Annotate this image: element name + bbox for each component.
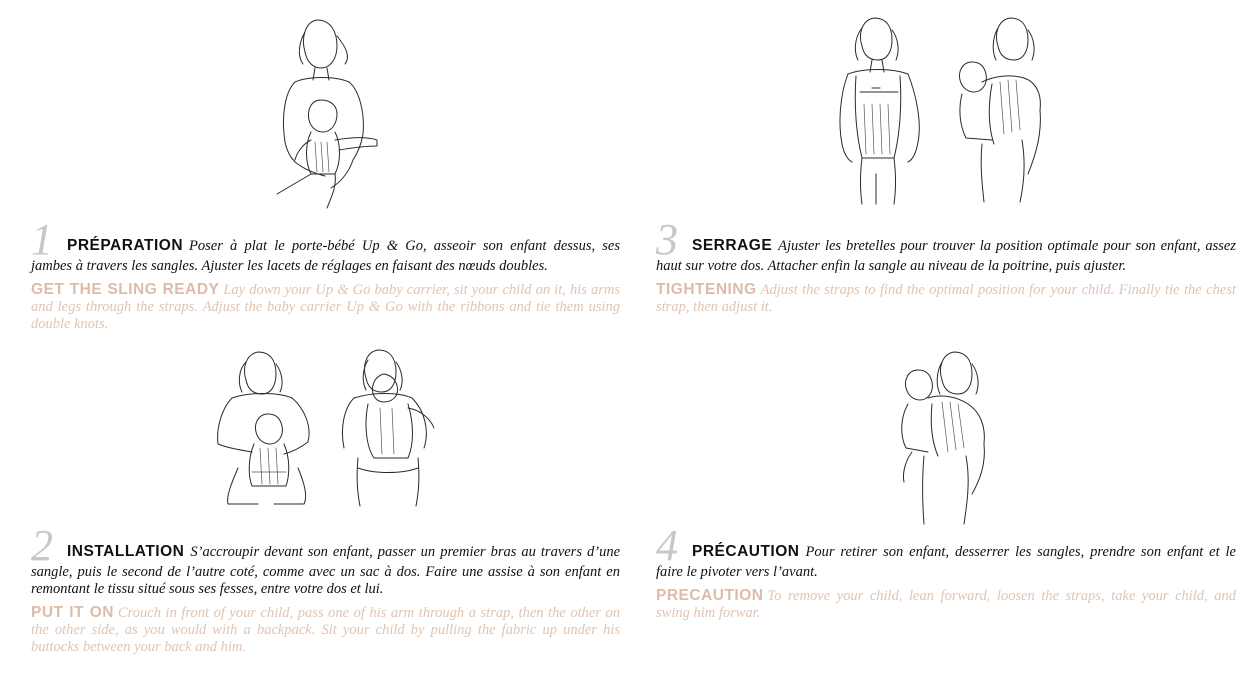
instruction-step-3 <box>656 215 1236 316</box>
step-title-fr: SERRAGE <box>692 237 773 254</box>
illustration-step-3 <box>832 14 1062 206</box>
instruction-step-1 <box>31 215 621 333</box>
illustration-step-4 <box>888 348 998 528</box>
french-instruction <box>656 215 1236 275</box>
step-title-fr: INSTALLATION <box>67 543 185 560</box>
step-number: 1 <box>31 215 53 264</box>
step-text-fr: Ajuster les bretelles pour trouver la position optimale pour son enfant, assez haut sur votre dos. Attacher enfin la sangle au niveau de la poitrine, puis ajuster. <box>656 238 1236 274</box>
step-title-en: PRECAUTION <box>656 587 764 604</box>
step-text-fr: S’accroupir devant son enfant, passer un premier bras au travers d’une sangle, puis le second de l’autre coté, comme avec un sac à dos. Faire une assise à son enfant en remontant le tissu situé sous ses fesses, entre votre dos et lui. <box>31 544 620 597</box>
step-text-en: Lay down your Up & Go baby carrier, sit your child on it, his arms and legs through the straps. Adjust the baby carrier Up & Go with the ribbons and tie them using double knots. <box>31 282 621 332</box>
step-title-en: TIGHTENING <box>656 281 757 298</box>
english-instruction <box>656 281 1236 316</box>
step-title-en: GET THE SLING READY <box>31 281 220 298</box>
step-title-fr: PRÉCAUTION <box>692 543 800 560</box>
step-text-fr: Pour retirer son enfant, desserrer les sangles, prendre son enfant et le faire le pivoter vers l’avant. <box>656 544 1236 580</box>
english-instruction <box>31 604 620 656</box>
french-instruction <box>31 521 620 598</box>
illustration-step-1 <box>265 12 395 217</box>
french-instruction <box>31 215 620 275</box>
french-instruction <box>656 521 1236 581</box>
step-number: 3 <box>656 215 678 264</box>
english-instruction <box>656 587 1236 622</box>
step-number: 2 <box>31 521 53 570</box>
instruction-step-2 <box>31 521 621 656</box>
english-instruction <box>31 281 620 333</box>
step-text-en: To remove your child, lean forward, loosen the straps, take your child, and swing him forwar. <box>656 588 1236 621</box>
step-number: 4 <box>656 521 678 570</box>
step-text-en: Adjust the straps to find the optimal position for your child. Finally tie the chest strap, then adjust it. <box>656 282 1236 315</box>
step-text-en: Crouch in front of your child, pass one of his arm through a strap, then the other on the other side, as you would with a backpack. Sit your child by pulling the fabric up under his buttocks between your back and him. <box>31 605 621 655</box>
step-title-en: PUT IT ON <box>31 604 115 621</box>
instruction-step-4 <box>656 521 1236 622</box>
step-title-fr: PRÉPARATION <box>67 237 184 254</box>
illustration-step-2 <box>208 348 448 508</box>
step-text-fr: Poser à plat le porte-bébé Up & Go, asseoir son enfant dessus, ses jambes à travers les sangles. Ajuster les lacets de réglages en faisant des nœuds doubles. <box>31 238 620 274</box>
